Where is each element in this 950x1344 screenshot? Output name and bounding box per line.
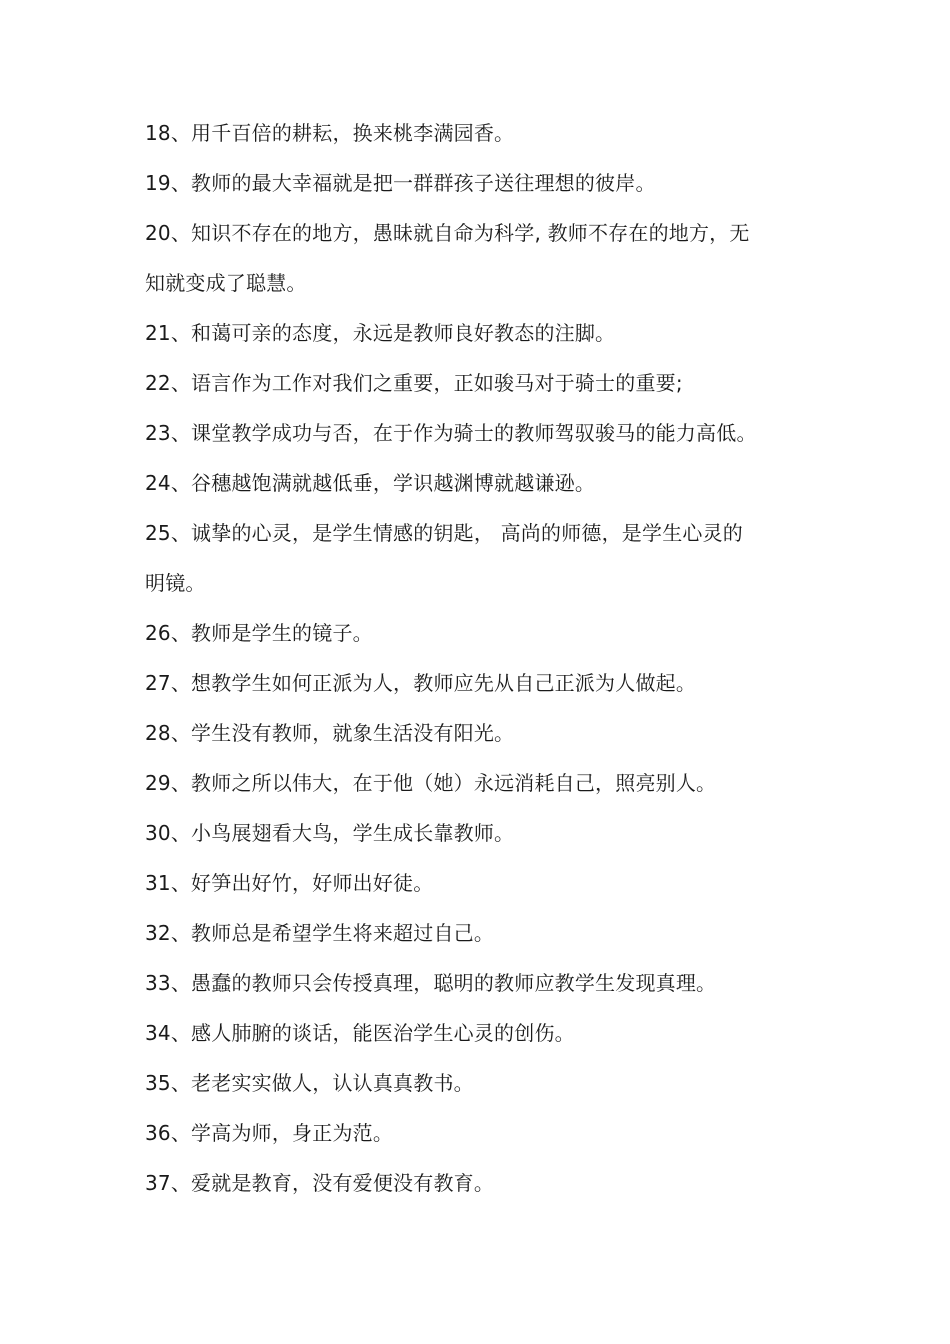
text-line: 知就变成了聪慧。: [145, 271, 307, 295]
text-line: 19、教师的最大幸福就是把一群群孩子送往理想的彼岸。: [145, 171, 656, 195]
text-line: 27、想教学生如何正派为人，教师应先从自己正派为人做起。: [145, 671, 697, 695]
text-line: 32、教师总是希望学生将来超过自己。: [145, 921, 495, 945]
text-line: 18、用千百倍的耕耘，换来桃李满园香。: [145, 121, 515, 145]
text-line: 34、感人肺腑的谈话，能医治学生心灵的创伤。: [145, 1021, 575, 1045]
text-line: 20、知识不存在的地方，愚昧就自命为科学, 教师不存在的地方，无: [145, 221, 750, 245]
text-body: [145, 108, 817, 1208]
text-line: 30、小鸟展翅看大鸟，学生成长靠教师。: [145, 821, 515, 845]
text-line: 21、和蔼可亲的态度，永远是教师良好教态的注脚。: [145, 321, 616, 345]
text-line: 26、教师是学生的镜子。: [145, 621, 373, 645]
text-line: 28、学生没有教师，就象生活没有阳光。: [145, 721, 515, 745]
text-line: 22、语言作为工作对我们之重要，正如骏马对于骑士的重要;: [145, 371, 683, 395]
text-line: 24、谷穗越饱满就越低垂，学识越渊博就越谦逊。: [145, 471, 596, 495]
text-line: 36、学高为师，身正为范。: [145, 1121, 394, 1145]
text-line: 25、诚挚的心灵，是学生情感的钥匙， 高尚的师德，是学生心灵的: [145, 521, 744, 545]
text-line: 明镜。: [145, 571, 206, 595]
text-line: 23、课堂教学成功与否，在于作为骑士的教师驾驭骏马的能力高低。: [145, 421, 757, 445]
text-line: 35、老老实实做人，认认真真教书。: [145, 1071, 474, 1095]
text-line: 37、爱就是教育，没有爱便没有教育。: [145, 1171, 495, 1195]
text-line: 33、愚蠢的教师只会传授真理，聪明的教师应教学生发现真理。: [145, 971, 717, 995]
text-line: 29、教师之所以伟大，在于他（她）永远消耗自己，照亮别人。: [145, 771, 717, 795]
text-line: 31、好笋出好竹，好师出好徒。: [145, 871, 434, 895]
